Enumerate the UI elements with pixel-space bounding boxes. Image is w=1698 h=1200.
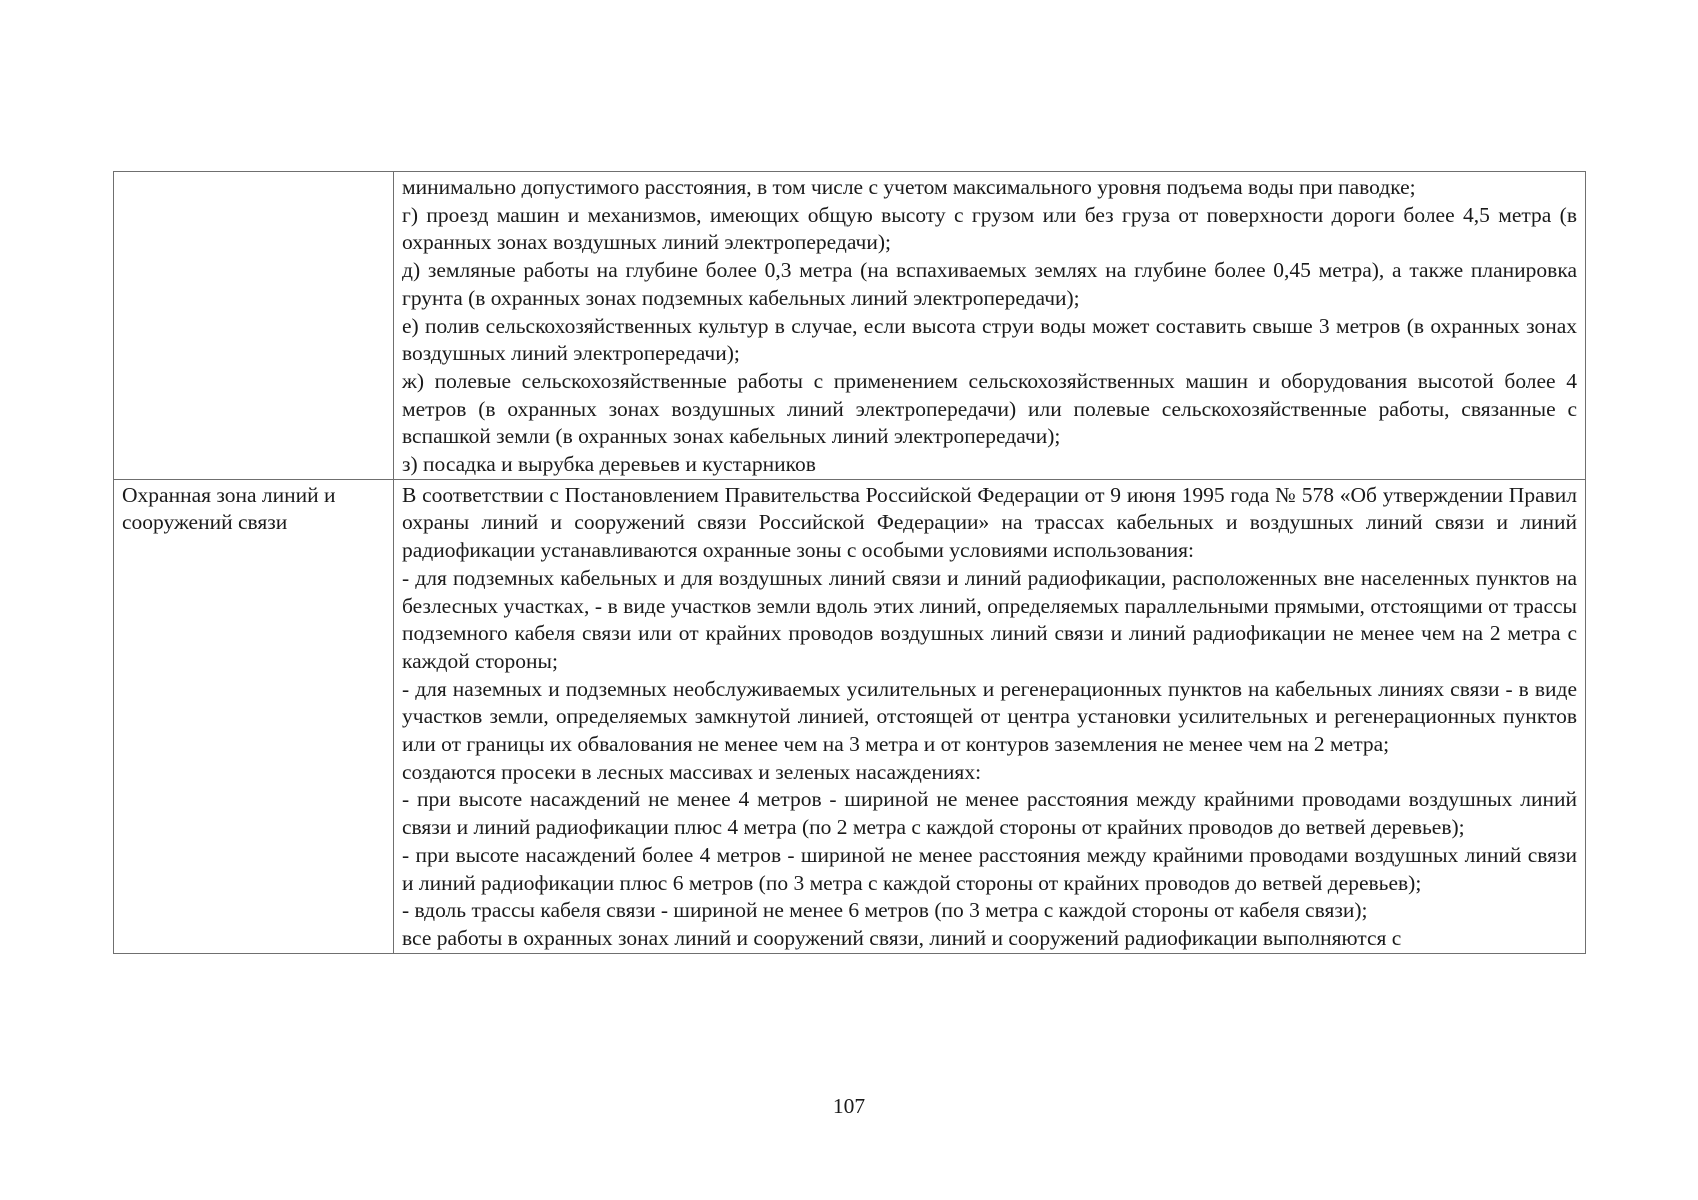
paragraph: з) посадка и вырубка деревьев и кустарников [402,452,816,477]
paragraph: г) проезд машин и механизмов, имеющих общую высоту с грузом или без груза от поверхности дороги более 4,5 метра (в охранных зонах воздушных линий электропередачи); [402,202,1577,255]
requirements-cell [394,479,1586,953]
paragraph: минимально допустимого расстояния, в том числе с учетом максимального уровня подъема воды при паводке; [402,175,1416,199]
paragraph: все работы в охранных зонах линий и сооружений связи, линий и сооружений радиофикации выполняются с [402,925,1402,950]
paragraph: д) земляные работы на глубине более 0,3 метра (на вспахиваемых землях на глубине более 0,45 метра), а также планировка грунта (в охранных зонах подземных кабельных линий электропередачи); [402,258,1577,310]
paragraph: - для подземных кабельных и для воздушных линий связи и линий радиофикации, расположенных вне населенных пунктов на безлесных участках, - в виде участков земли вдоль этих линий, определяемых параллельными прямыми, отстоящими от трассы подземного кабеля связи или от крайних проводов воздушных линий связи и линий радиофикации не менее чем на 2 метра с каждой стороны; [402,565,1577,673]
document-table [113,171,1586,954]
paragraph: е) полив сельскохозяйственных культур в случае, если высота струи воды может составить свыше 3 метров (в охранных зонах воздушных линий электропередачи); [402,313,1577,366]
table-row [114,172,1586,480]
paragraph: создаются просеки в лесных массивах и зеленых насаждениях: [402,759,982,784]
paragraph: - при высоте насаждений более 4 метров - шириной не менее расстояния между крайними проводами воздушных линий связи и линий радиофикации плюс 6 метров (по 3 метра с каждой стороны от крайних проводов до ветвей деревьев); [402,842,1577,895]
paragraph: В соответствии с Постановлением Правительства Российской Федерации от 9 июня 1995 года № 578 «Об утверждении Правил охраны линий и сооружений связи Российской Федерации» на трассах кабельных и воздушных линий связи и линий радиофикации устанавливаются охранные зоны с особыми условиями использования: [402,482,1577,563]
paragraph: ж) полевые сельскохозяйственные работы с применением сельскохозяйственных машин и оборудования высотой более 4 метров (в охранных зонах воздушных линий электропередачи) или полевые сельскохозяйственные работы, связанные с вспашкой земли (в охранных зонах кабельных линий электропередачи); [402,368,1577,449]
requirements-cell [394,172,1586,480]
zone-name-cell: Охранная зона линий и сооружений связи [114,479,394,953]
zone-name-cell [114,172,394,480]
page-number: 107 [832,1094,866,1118]
table-row [114,479,1586,953]
paragraph: - вдоль трассы кабеля связи - шириной не менее 6 метров (по 3 метра с каждой стороны от кабеля связи); [402,898,1368,923]
paragraph: - для наземных и подземных необслуживаемых усилительных и регенерационных пунктов на кабельных линиях связи - в виде участков земли, определяемых замкнутой линией, отстоящей от центра установки усилительных и регенерационных пунктов или от границы их обвалования не менее чем на 3 метра и от контуров заземления не менее чем на 2 метра; [402,676,1577,757]
paragraph: - при высоте насаждений не менее 4 метров - шириной не менее расстояния между крайними проводами воздушных линий связи и линий радиофикации плюс 4 метра (по 2 метра с каждой стороны от крайних проводов до ветвей деревьев); [402,787,1577,840]
